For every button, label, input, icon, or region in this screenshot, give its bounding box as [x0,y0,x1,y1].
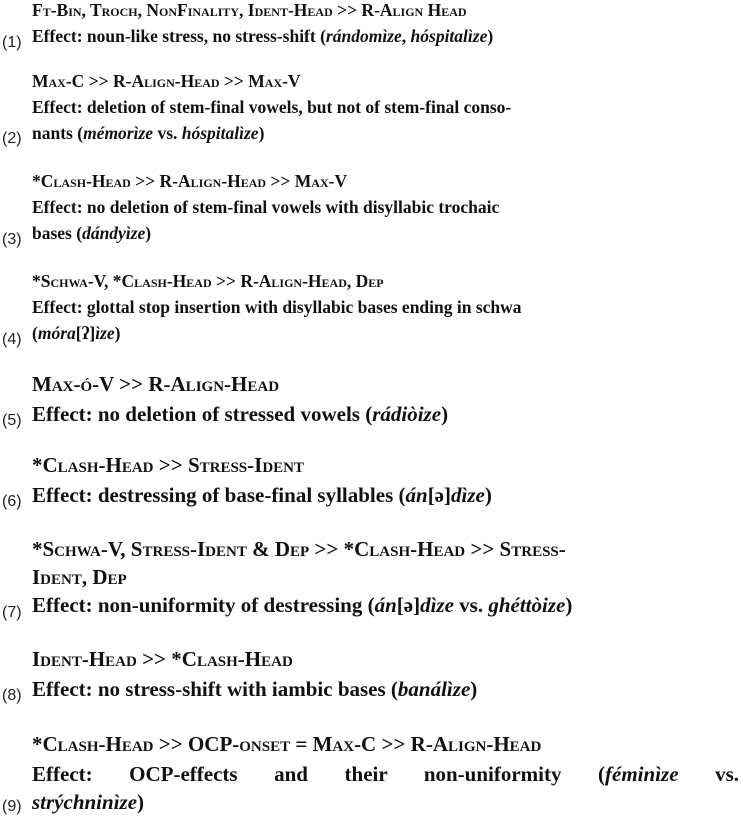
effect-4-line2: (móra[ʔ]ìze) [32,323,121,343]
effect-8: Effect: no stress-shift with iambic bases (banálìze) [32,677,478,701]
item-number-2: (2) [2,130,22,147]
item-number-9: (9) [2,798,22,815]
effect-9-line2: strýchninìze) [32,790,145,814]
effect-5: Effect: no deletion of stressed vowels (rádiòize) [32,402,449,426]
effect-6: Effect: destressing of base-final syllables (án[ə]dìze) [32,483,492,507]
ranking-4: *Schwa-V, *Clash-Head >> R-Align-Head, Dep [32,271,384,291]
item-number-6: (6) [2,493,22,510]
effect-2-line1: Effect: deletion of stem-final vowels, but not of stem-final conso- [32,97,512,117]
item-number-1: (1) [2,34,22,51]
effect-3-line1: Effect: no deletion of stem-final vowels with disyllabic trochaic [32,197,500,217]
ranking-6: *Clash-Head >> Stress-Ident [32,453,304,477]
ranking-3: *Clash-Head >> R-Align-Head >> Max-V [32,171,348,191]
effect-3-line2: bases (dándyìze) [32,223,152,243]
effect-4-line1: Effect: glottal stop insertion with disyllabic bases ending in schwa [32,297,522,317]
item-number-5: (5) [2,412,22,429]
ranking-7-line1: *Schwa-V, Stress-Ident & Dep >> *Clash-Head >> Stress- [32,537,566,561]
item-number-7: (7) [2,604,22,621]
effect-1: Effect: noun-like stress, no stress-shift (rándomìze, hóspitalìze) [32,26,494,46]
ranking-7-line2: Ident, Dep [32,565,127,589]
effect-2-line2: nants (mémorìze vs. hóspitalìze) [32,123,265,143]
ranking-5: Max-ó-V >> R-Align-Head [32,372,280,396]
ranking-2: Max-C >> R-Align-Head >> Max-V [32,71,301,91]
ranking-9: *Clash-Head >> OCP-onset = Max-C >> R-Align-Head [32,732,542,756]
effect-9-line1: Effect: OCP-effects and their non-uniformity (féminìze vs. [32,762,739,786]
item-number-3: (3) [2,231,22,248]
ranking-1: Ft-Bin, Troch, NonFinality, Ident-Head >> R-Align Head [32,0,467,20]
ranking-8: Ident-Head >> *Clash-Head [32,647,293,671]
item-number-4: (4) [2,331,22,348]
effect-7: Effect: non-uniformity of destressing (án[ə]dìze vs. ghéttòize) [32,593,573,617]
item-number-8: (8) [2,687,22,704]
